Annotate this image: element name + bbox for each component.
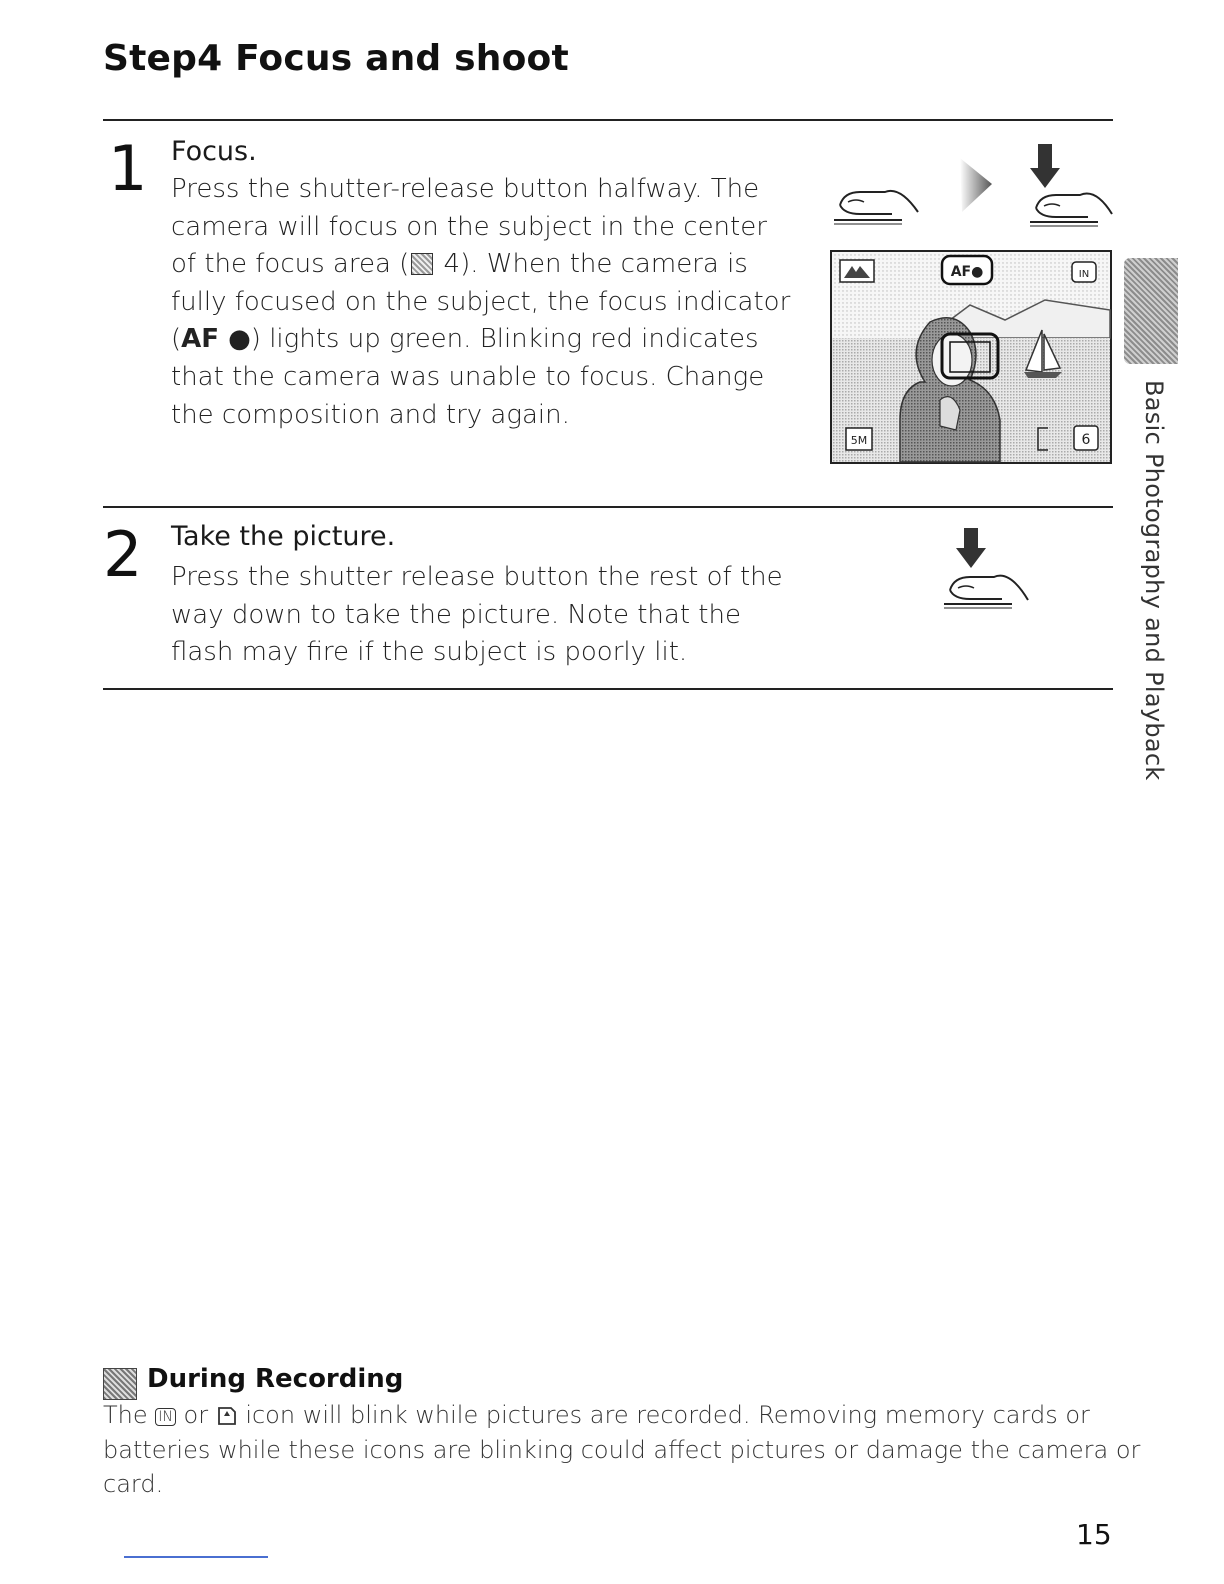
- step-2-line: Press the shutter release button the rest of the: [171, 562, 783, 592]
- step-2-line: way down to take the picture. Note that the: [171, 599, 741, 630]
- screen-size-badge: 5M: [850, 434, 868, 447]
- reference-icon: [411, 253, 433, 275]
- step-1-line: [171, 321, 790, 359]
- step-1-text: ) lights up green. Blinking red indicates: [250, 324, 759, 355]
- note-text: icon will blink while pictures are recorded. Removing memory cards or: [237, 1401, 1090, 1429]
- af-indicator-text: AF ●: [181, 324, 251, 355]
- page-number: 15: [1076, 1518, 1112, 1551]
- screen-memory-icon: IN: [1078, 269, 1090, 280]
- step-1-line: fully focused on the subject, the focus indicator: [171, 286, 791, 317]
- memory-card-icon: [216, 1405, 238, 1427]
- step-2-line: flash may fire if the subject is poorly lit.: [171, 637, 688, 668]
- note-line: batteries while these icons are blinking could affect pictures or damage the camera or: [103, 1435, 1141, 1464]
- section-tab-label: Basic Photography and Playback: [1140, 380, 1168, 781]
- step-1-line: [171, 246, 790, 284]
- note-heading: During Recording: [147, 1364, 404, 1394]
- step-1-text: of the focus area (: [171, 249, 410, 280]
- note-icon: [103, 1368, 137, 1400]
- step-1-body: [171, 171, 790, 434]
- camera-screen-illustration: [830, 250, 1112, 464]
- step-1-line: Press the shutter-release button halfway. The: [171, 174, 760, 204]
- finger-press-half-icon: [830, 140, 1120, 240]
- step-1-text: (: [171, 324, 182, 355]
- section-tab-marker: [1124, 258, 1178, 364]
- step-1-text: 4). When the camera is: [435, 249, 748, 280]
- step-2-body: [171, 559, 783, 672]
- screen-remaining-count: 6: [1081, 432, 1091, 448]
- divider-top: [103, 119, 1113, 121]
- note-line: [103, 1398, 1140, 1433]
- step-2-heading: Take the picture.: [171, 521, 396, 552]
- step-1-number: 1: [108, 132, 148, 205]
- internal-memory-icon: IN: [155, 1408, 176, 1426]
- step-1-heading: Focus.: [171, 136, 257, 167]
- note-text: or: [175, 1401, 216, 1429]
- footer-link-line: [124, 1556, 268, 1558]
- finger-press-full-icon: [940, 526, 1040, 616]
- divider-middle: [103, 506, 1113, 508]
- screen-af-indicator: AF●: [950, 264, 984, 280]
- step-1-line: that the camera was unable to focus. Change: [171, 361, 765, 392]
- note-line: card.: [103, 1470, 164, 1498]
- divider-bottom: [103, 688, 1113, 690]
- note-body: [103, 1398, 1140, 1502]
- step-2-number: 2: [103, 518, 143, 591]
- step-1-line: camera will focus on the subject in the center: [171, 211, 767, 242]
- note-text: The: [103, 1401, 156, 1429]
- page-title: Step4 Focus and shoot: [103, 38, 569, 79]
- step-1-line: the composition and try again.: [171, 399, 570, 430]
